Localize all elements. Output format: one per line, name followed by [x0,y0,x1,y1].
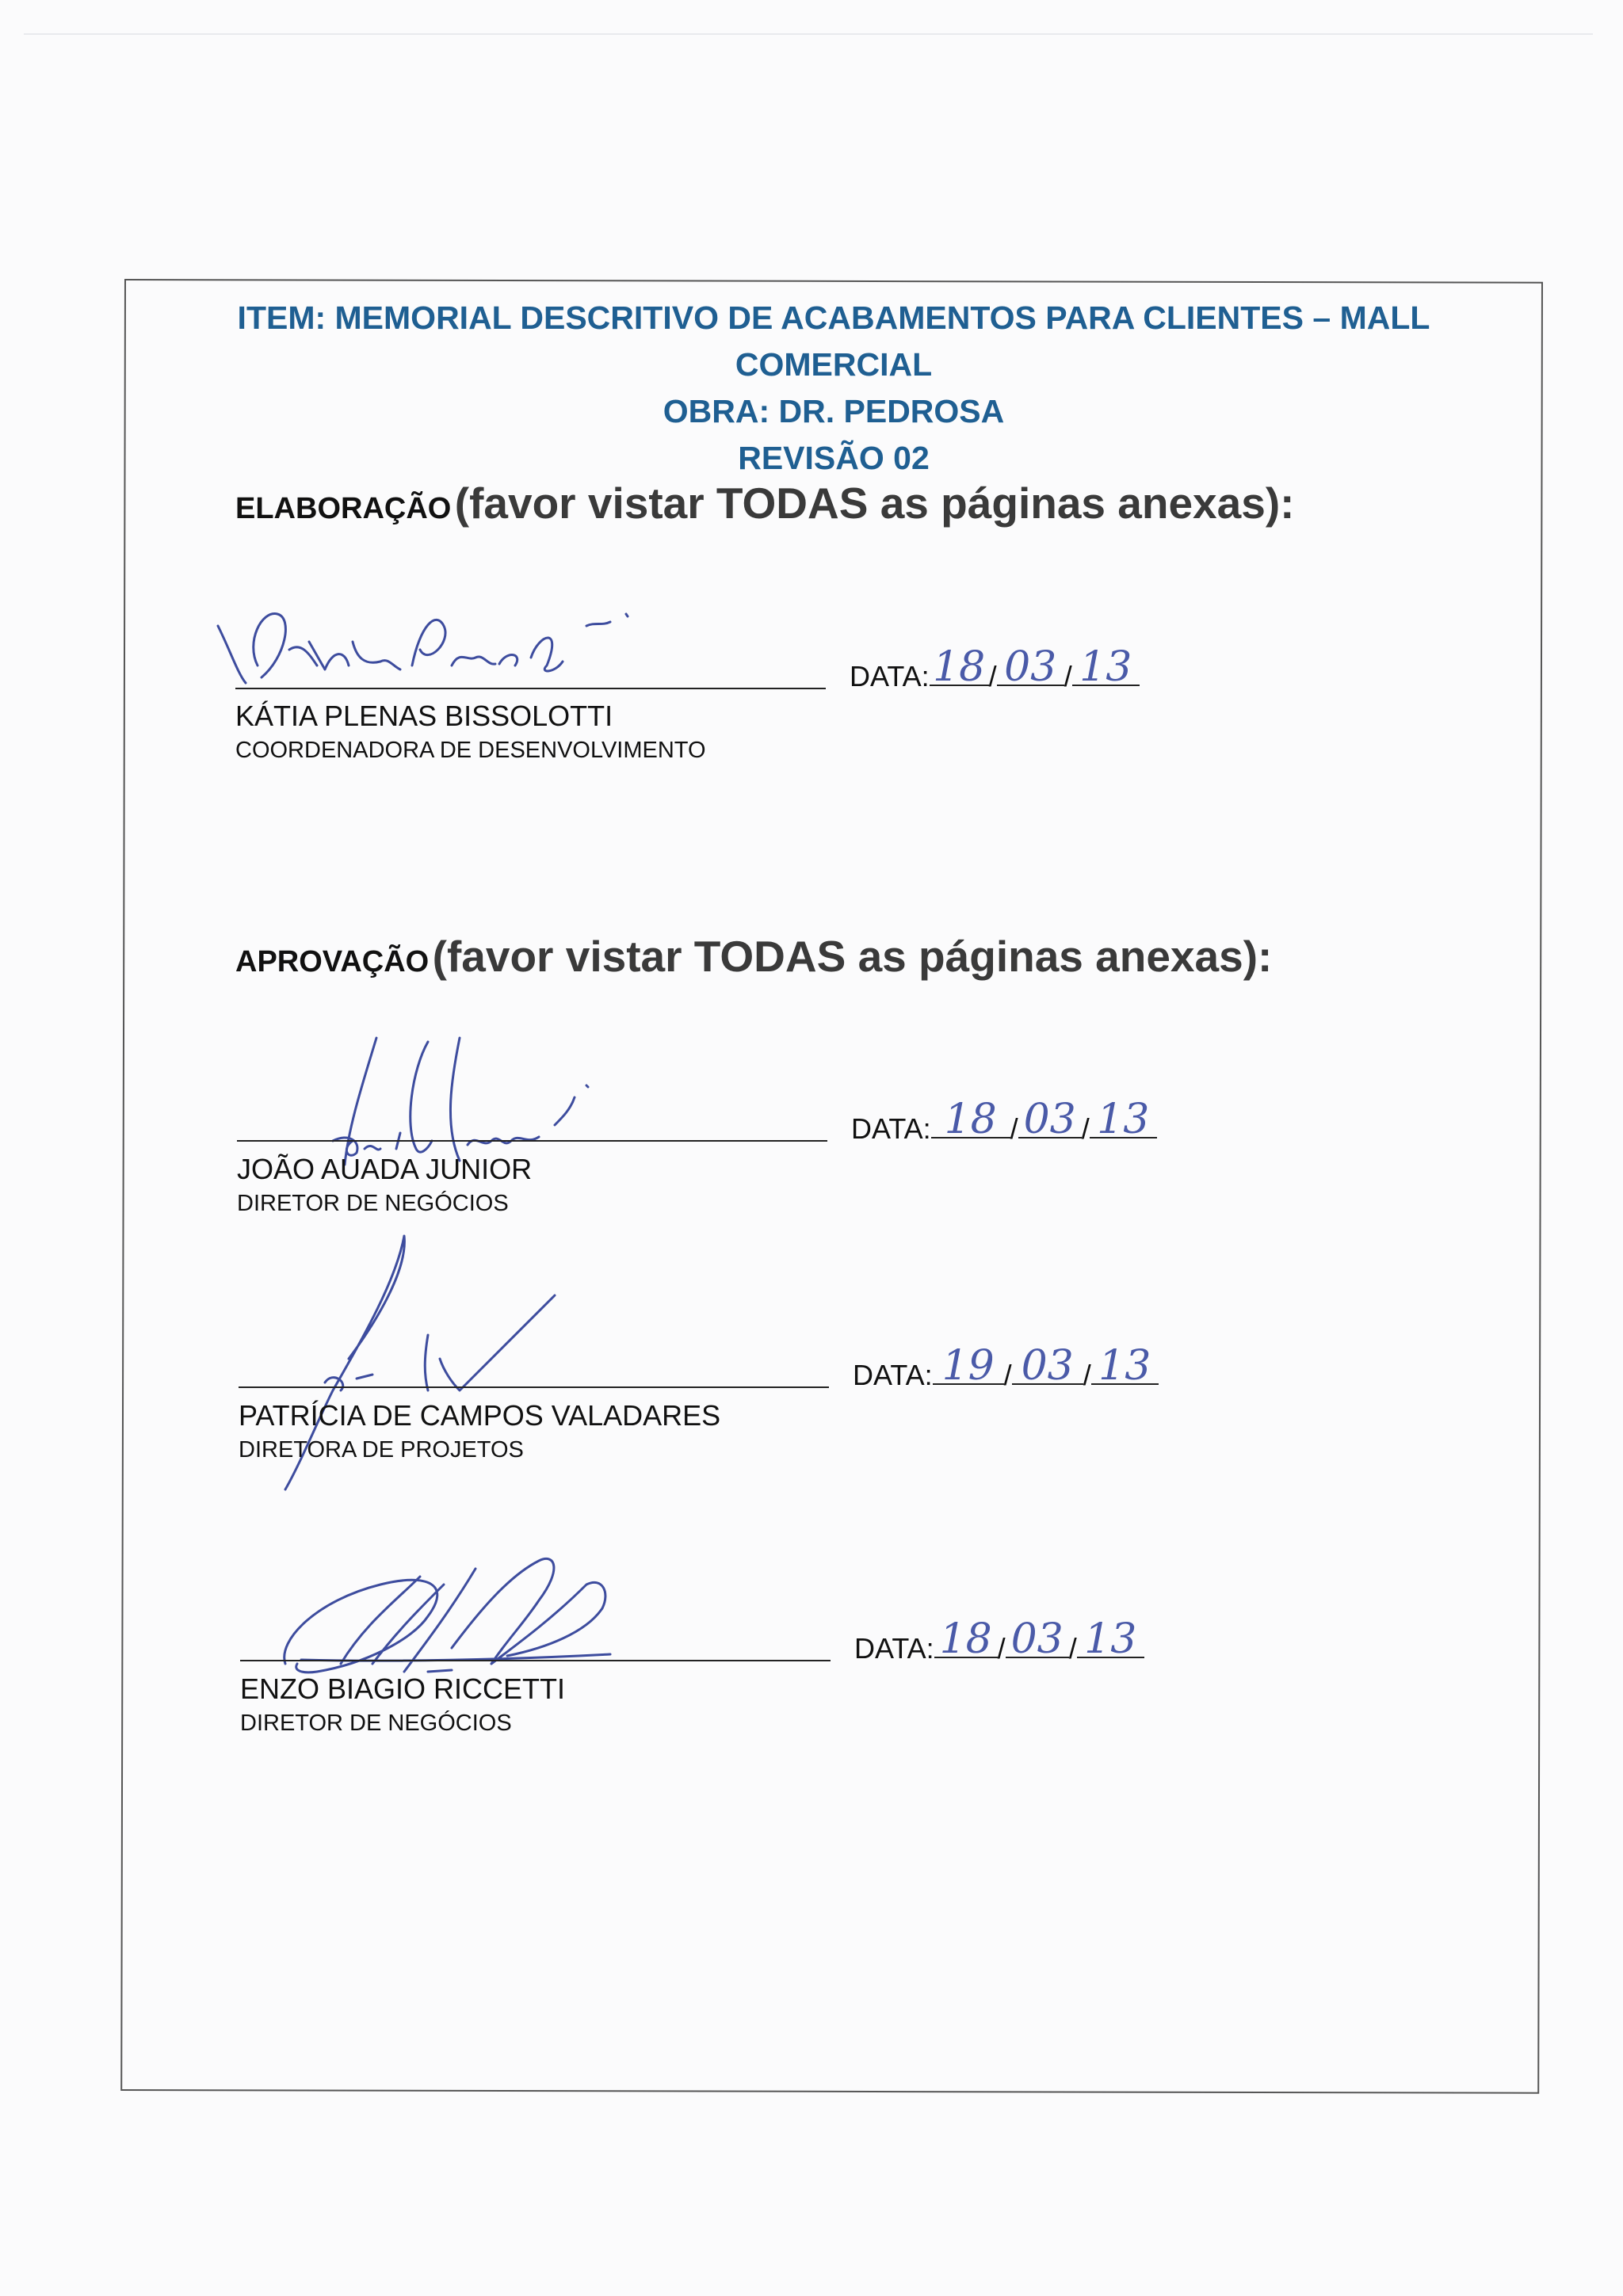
date-label: DATA: [850,660,930,692]
date-day: 18 [933,643,986,691]
signer-role: DIRETORA DE PROJETOS [239,1437,524,1463]
header-obra: OBRA: DR. PEDROSA [663,393,1005,429]
signer-role: DIRETOR DE NEGÓCIOS [240,1711,512,1736]
signer-role: DIRETOR DE NEGÓCIOS [237,1191,509,1216]
signature-enzo [269,1553,634,1688]
aprovacao-note: (favor vistar TODAS as páginas anexas): [432,932,1273,981]
elaboracao-note: (favor vistar TODAS as páginas anexas): [454,479,1295,528]
header-item-line: ITEM: MEMORIAL DESCRITIVO DE ACABAMENTOS PARA CLIENTES – MALL [237,299,1430,336]
date-field: DATA: 18 / 03 / 13 [854,1630,1144,1665]
signature-line [240,1660,831,1661]
date-year: 13 [1098,1342,1151,1390]
header-revision: REVISÃO 02 [738,440,930,476]
date-label: DATA: [851,1112,931,1145]
scan-edge [24,33,1593,35]
signer-name: ENZO BIAGIO RICCETTI [240,1672,566,1705]
elaboracao-label: ELABORAÇÃO [235,492,452,525]
date-label: DATA: [854,1632,934,1665]
date-field: DATA: 19 / 03 / 13 [853,1356,1159,1392]
signature-line [239,1386,829,1388]
header-item-line-cont: COMERCIAL [735,346,933,383]
signer-role: COORDENADORA DE DESENVOLVIMENTO [235,738,706,763]
date-month: 03 [1010,1615,1064,1663]
date-field: DATA: 18 / 03 / 13 [851,1110,1157,1146]
signature-line [237,1140,827,1142]
signer-name: PATRÍCIA DE CAMPOS VALADARES [239,1399,721,1432]
date-label: DATA: [853,1359,933,1391]
date-field: DATA: 18 / 03 / 13 [850,658,1140,693]
date-day: 18 [944,1096,997,1143]
aprovacao-label: APROVAÇÃO [235,945,430,978]
date-year: 13 [1079,643,1132,691]
aprovacao-title [235,931,1272,982]
signature-line [235,688,826,689]
signer-name: KÁTIA PLENAS BISSOLOTTI [235,700,613,732]
signature-katia [214,594,658,697]
date-year: 13 [1097,1096,1150,1143]
document-border [120,279,1543,2094]
date-year: 13 [1084,1615,1137,1663]
date-month: 03 [1021,1342,1074,1390]
date-month: 03 [1004,643,1057,691]
signature-joao [301,1030,602,1173]
signer-name: JOÃO AUADA JUNIOR [237,1153,533,1185]
date-month: 03 [1023,1096,1076,1143]
elaboracao-title [235,478,1294,528]
document-header [124,295,1543,482]
date-day: 18 [939,1615,992,1663]
date-day: 19 [941,1342,995,1390]
